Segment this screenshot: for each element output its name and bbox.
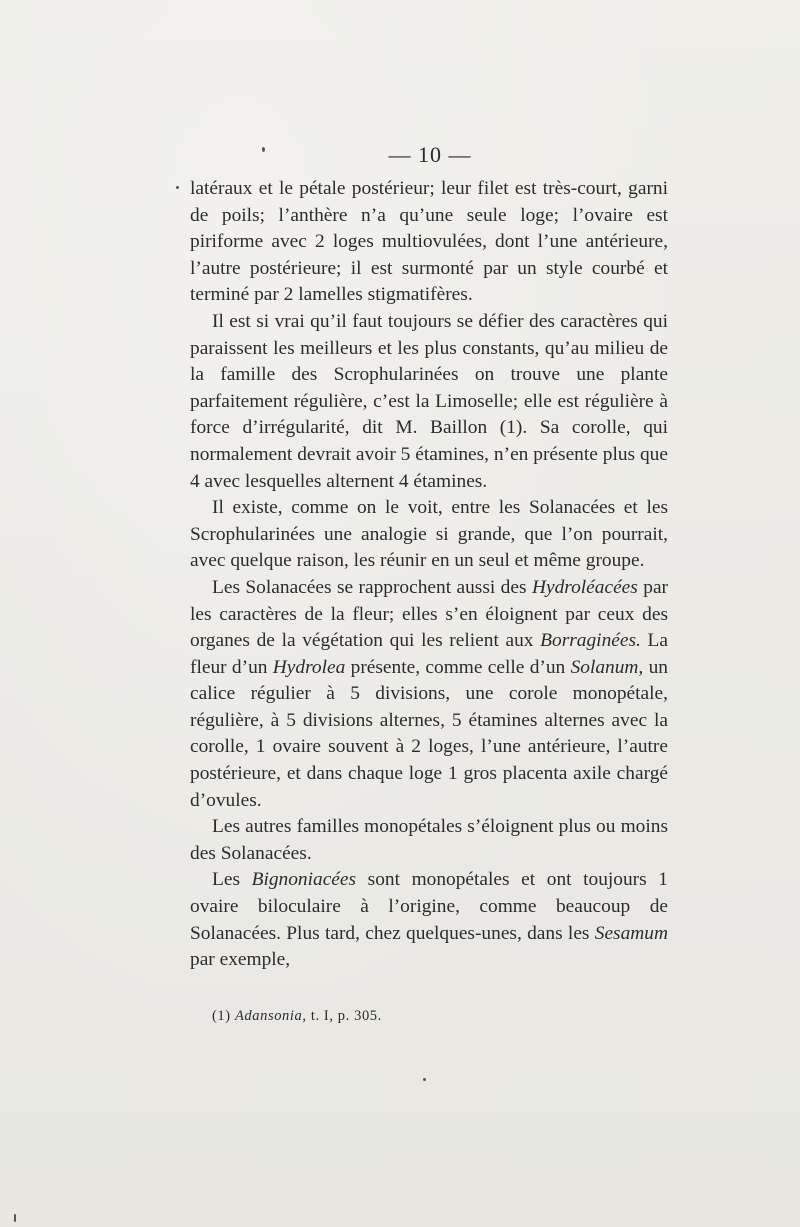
italic-term: Hydrolea <box>272 656 346 678</box>
footnote-marker: (1) <box>212 1008 231 1024</box>
text-run: par exemple, <box>190 949 291 971</box>
text-run: sont monopétales et ont toujours 1 ovaire biloculaire à l’origine, comme beaucoup de Solanacées. Plus tard, chez quelques-unes, dans les <box>190 869 668 944</box>
text-run: présente, comme celle d’un <box>345 656 571 678</box>
paragraph-p5 <box>190 814 668 867</box>
text-run: latéraux et le pétale postérieur; leur filet est très-court, garni de poils; l’anthère n’a qu’une seule loge; l’ovaire est piriforme avec 2 loges multiovulées, dont l’une antérieure, l’autre postérieure; il est surmonté par un style courbé et terminé par 2 lamelles stigmatifères. <box>190 178 668 306</box>
text-run: Les Solanacées se rapprochent aussi des <box>212 576 532 598</box>
paragraph-p2 <box>190 309 668 495</box>
paragraph-p6 <box>190 867 668 973</box>
text-run: par les caractères de la fleur; elles s’en éloignent par ceux des organes de la végétation qui les relient aux <box>190 576 669 652</box>
italic-term: Bignoniacées <box>251 869 357 891</box>
print-speck <box>176 186 179 189</box>
body-text <box>190 176 668 974</box>
text-run: Il existe, comme on le voit, entre les Solanacées et les Scrophularinées une analogie si grande, que l’on pourrait, avec quelque raison, les réunir en un seul et même groupe. <box>190 497 668 572</box>
italic-term: Borraginées. <box>540 630 641 652</box>
print-speck <box>423 1078 426 1081</box>
print-speck <box>14 1214 16 1222</box>
paragraph-p1 <box>190 176 668 309</box>
text-run: La fleur d’un <box>190 630 668 678</box>
text-run: Les <box>212 869 252 891</box>
italic-term: Sesamum <box>594 922 668 944</box>
text-run: un calice régulier à 5 divisions, une corole monopétale, régulière, à 5 divisions alternes, 5 étamines alternes avec la corolle, 1 ovaire souvent à 2 loges, l’une antérieure, l’autre postérieure, et dans chaque loge 1 gros placenta axile chargé d’ovules. <box>190 656 668 811</box>
page-number: — 10 — <box>388 142 472 167</box>
italic-term: Hydroléacées <box>531 576 638 598</box>
text-run: Les autres familles monopétales s’éloignent plus ou moins des Solanacées. <box>190 816 668 864</box>
footnote-source: Adansonia, <box>234 1008 307 1024</box>
paragraph-p3 <box>190 495 668 575</box>
print-speck <box>262 147 265 152</box>
italic-term: Solanum, <box>570 656 644 678</box>
footnote <box>212 1008 382 1025</box>
text-run: Il est si vrai qu’il faut toujours se défier des caractères qui paraissent les meilleurs et les plus constants, qu’au milieu de la famille des Scrophularinées on trouve une plante parfaitement régulière, c’est la Limoselle; elle est régulière à force d’irrégularité, dit M. Baillon (1). Sa corolle, qui normalement devrait avoir 5 étamines, n’en présente plus que 4 avec lesquelles alternent 4 étamines. <box>190 310 668 492</box>
footnote-detail: t. I, p. 305. <box>310 1008 382 1024</box>
paragraph-p4 <box>190 575 668 814</box>
